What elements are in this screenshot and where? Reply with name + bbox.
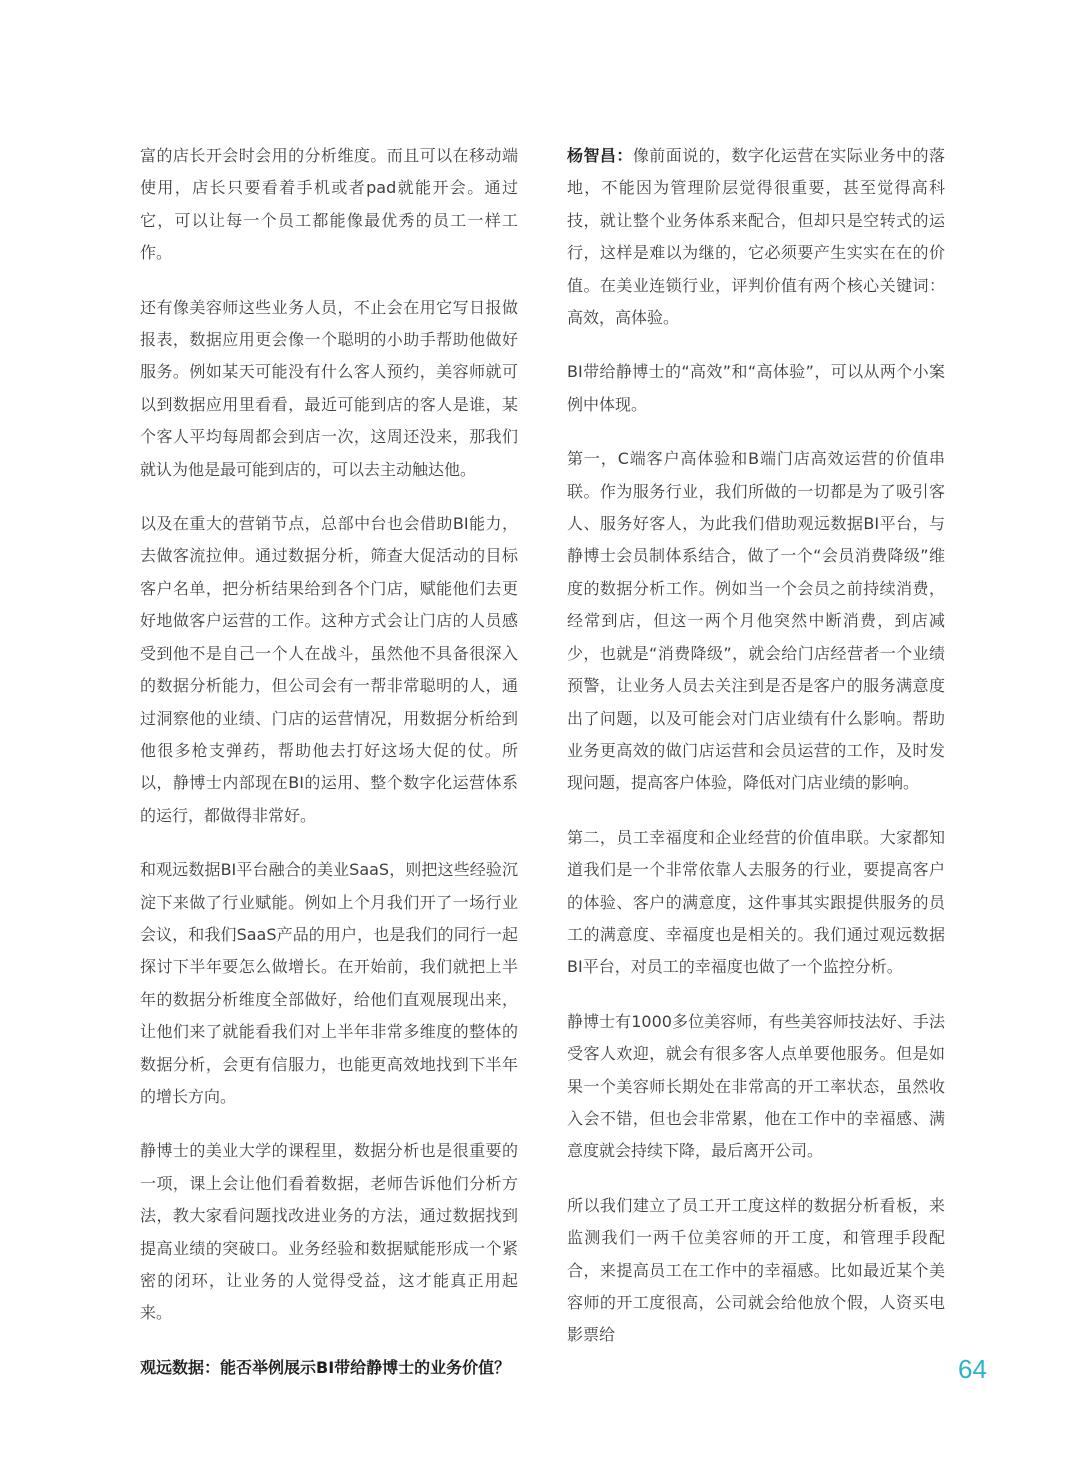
body-paragraph: 还有像美容师这些业务人员，不止会在用它写日报做报表，数据应用更会像一个聪明的小助手帮助他做好服务。例如某天可能没有什么客人预约，美容师就可以到数据应用里看看，最近可能到店的客人是谁，某个客人平均每周都会到店一次，这周还没来，那我们就认为他是最可能到店的，可以去主动触达他。 [140,297,518,479]
page-number: 64 [958,1354,987,1384]
right-column [567,140,945,1374]
speaker-name: 杨智昌： [567,146,633,165]
answer-text: 像前面说的，数字化运营在实际业务中的落地，不能因为管理阶层觉得很重要，甚至觉得高科技，就让整个业务体系来配合，但却只是空转式的运行，这样是难以为继的，它必须要产生实实在在的价值。在美业连锁行业，评判价值有两个核心关键词：高效，高体验。 [567,146,945,328]
body-paragraph: 静博士有1000多位美容师，有些美容师技法好、手法受客人欢迎，就会有很多客人点单要他服务。但是如果一个美容师长期处在非常高的开工率状态，虽然收入会不错，但也会非常累，他在工作中的幸福感、满意度就会持续下降，最后离开公司。 [567,1011,945,1161]
left-column [140,140,518,1384]
body-paragraph: 第一，C端客户高体验和B端门店高效运营的价值串联。作为服务行业，我们所做的一切都是为了吸引客人、服务好客人，为此我们借助观远数据BI平台，与静博士会员制体系结合，做了一个“会员消费降级”维度的数据分析工作。例如当一个会员之前持续消费，经常到店，但这一两个月他突然中断消费，到店减少，也就是“消费降级”，就会给门店经营者一个业绩预警，让业务人员去关注到是否是客户的服务满意度出了问题，以及可能会对门店业绩有什么影响。帮助业务更高效的做门店运营和会员运营的工作，及时发现问题，提高客户体验，降低对门店业绩的影响。 [567,449,945,793]
body-paragraph: 以及在重大的营销节点，总部中台也会借助BI能力，去做客流拉伸。通过数据分析，筛查大促活动的目标客户名单，把分析结果给到各个门店，赋能他们去更好地做客户运营的工作。这种方式会让门店的人员感受到他不是自己一个人在战斗，虽然他不具备很深入的数据分析能力，但公司会有一帮非常聪明的人，通过洞察他的业绩、门店的运营情况，用数据分析给到他很多枪支弹药，帮助他去打好这场大促的仗。所以，静博士内部现在BI的运用、整个数字化运营体系的运行，都做得非常好。 [140,514,518,825]
body-paragraph: 静博士的美业大学的课程里，数据分析也是很重要的一项，课上会让他们看着数据，老师告诉他们分析方法，教大家看问题找改进业务的方法，通过数据找到提高业绩的突破口。业务经验和数据赋能形成一个紧密的闭环，让业务的人觉得受益，这才能真正用起来。 [140,1141,518,1323]
answer-paragraph [567,140,945,334]
interview-question: 观远数据：能否举例展示BI带给静博士的业务价值？ [140,1357,511,1377]
body-paragraph: 和观远数据BI平台融合的美业SaaS，则把这些经验沉淀下来做了行业赋能。例如上个月我们开了一场行业会议，和我们SaaS产品的用户，也是我们的同行一起探讨下半年要怎么做增长。在开始前，我们就把上半年的数据分析维度全部做好，给他们直观展现出来，让他们来了就能看我们对上半年非常多维度的整体的数据分析，会更有信服力，也能更高效地找到下半年的增长方向。 [140,860,518,1106]
body-paragraph: 第二，员工幸福度和企业经营的价值串联。大家都知道我们是一个非常依靠人去服务的行业，要提高客户的体验、客户的满意度，这件事其实跟提供服务的员工的满意度、幸福度也是相关的。我们通过观远数据BI平台，对员工的幸福度也做了一个监控分析。 [567,827,945,977]
body-paragraph: 所以我们建立了员工开工度这样的数据分析看板，来监测我们一两千位美容师的开工度，和管理手段配合，来提高员工在工作中的幸福感。比如最近某个美容师的开工度很高，公司就会给他放个假，人资买电影票给 [567,1195,945,1345]
body-paragraph: 富的店长开会时会用的分析维度。而且可以在移动端使用，店长只要看着手机或者pad就能开会。通过它，可以让每一个员工都能像最优秀的员工一样工作。 [140,146,518,263]
body-paragraph: BI带给静博士的“高效”和“高体验”，可以从两个小案例中体现。 [567,362,945,414]
